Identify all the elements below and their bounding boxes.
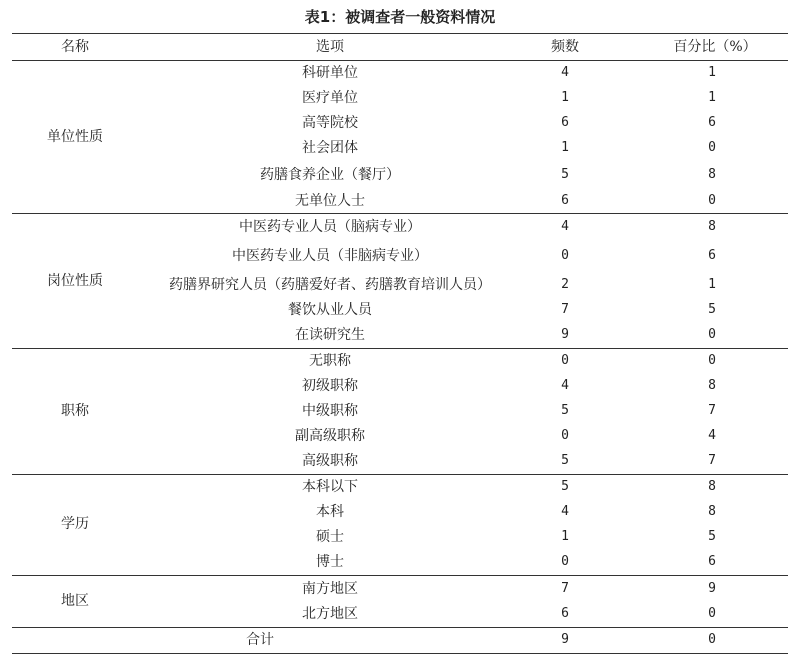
freq-cell: 2	[561, 277, 569, 292]
pct-cell: 0	[708, 327, 716, 342]
freq-cell: 4	[561, 378, 569, 393]
freq-cell: 7	[561, 302, 569, 317]
freq-cell: 5	[561, 479, 569, 494]
option-cell: 硕士	[316, 529, 344, 545]
group-name: 单位性质	[47, 129, 103, 145]
option-cell: 本科以下	[302, 479, 358, 495]
rule-group	[12, 474, 788, 475]
freq-cell: 5	[561, 403, 569, 418]
pct-cell: 0	[708, 193, 716, 208]
option-cell: 高等院校	[302, 115, 358, 131]
freq-cell: 4	[561, 219, 569, 234]
rule-top	[12, 33, 788, 34]
rule-header	[12, 60, 788, 61]
option-cell: 高级职称	[302, 453, 358, 469]
freq-cell: 1	[561, 90, 569, 105]
freq-cell: 0	[561, 554, 569, 569]
pct-cell: 1	[708, 277, 716, 292]
option-cell: 本科	[316, 504, 344, 520]
freq-cell: 1	[561, 529, 569, 544]
option-cell: 医疗单位	[302, 90, 358, 106]
pct-cell: 5	[708, 529, 716, 544]
header-name: 名称	[61, 39, 89, 55]
option-cell: 副高级职称	[295, 428, 365, 444]
freq-cell: 4	[561, 504, 569, 519]
pct-cell: 1	[708, 90, 716, 105]
freq-cell: 6	[561, 115, 569, 130]
table-title: 表1：被调查者一般资料情况	[304, 8, 496, 26]
pct-cell: 0	[708, 606, 716, 621]
group-name: 地区	[61, 593, 89, 609]
header-pct: 百分比（%）	[673, 39, 757, 55]
freq-cell: 4	[561, 65, 569, 80]
header-option: 选项	[316, 39, 344, 55]
pct-cell: 6	[708, 115, 716, 130]
option-cell: 中医药专业人员（脑病专业）	[239, 219, 421, 235]
freq-cell: 5	[561, 453, 569, 468]
group-name: 岗位性质	[47, 273, 103, 289]
pct-cell: 8	[708, 378, 716, 393]
option-cell: 北方地区	[302, 606, 358, 622]
option-cell: 在读研究生	[295, 327, 365, 343]
total-pct: 0	[708, 632, 716, 647]
option-cell: 药膳界研究人员（药膳爱好者、药膳教育培训人员）	[169, 277, 491, 293]
freq-cell: 0	[561, 353, 569, 368]
option-cell: 博士	[316, 554, 344, 570]
option-cell: 中级职称	[302, 403, 358, 419]
option-cell: 无单位人士	[295, 193, 365, 209]
rule-bottom	[12, 653, 788, 654]
header-freq: 频数	[551, 39, 579, 55]
total-freq: 9	[561, 632, 569, 647]
pct-cell: 0	[708, 140, 716, 155]
freq-cell: 7	[561, 581, 569, 596]
freq-cell: 9	[561, 327, 569, 342]
freq-cell: 6	[561, 606, 569, 621]
option-cell: 科研单位	[302, 65, 358, 81]
option-cell: 初级职称	[302, 378, 358, 394]
pct-cell: 8	[708, 479, 716, 494]
option-cell: 南方地区	[302, 581, 358, 597]
total-label: 合计	[246, 632, 274, 648]
freq-cell: 0	[561, 248, 569, 263]
freq-cell: 6	[561, 193, 569, 208]
freq-cell: 5	[561, 167, 569, 182]
pct-cell: 4	[708, 428, 716, 443]
pct-cell: 6	[708, 554, 716, 569]
pct-cell: 8	[708, 219, 716, 234]
option-cell: 餐饮从业人员	[288, 302, 372, 318]
pct-cell: 8	[708, 504, 716, 519]
option-cell: 无职称	[309, 353, 351, 369]
pct-cell: 9	[708, 581, 716, 596]
option-cell: 药膳食养企业（餐厅）	[260, 167, 400, 183]
pct-cell: 7	[708, 453, 716, 468]
pct-cell: 1	[708, 65, 716, 80]
rule-group	[12, 627, 788, 628]
pct-cell: 8	[708, 167, 716, 182]
freq-cell: 0	[561, 428, 569, 443]
rule-group	[12, 213, 788, 214]
pct-cell: 6	[708, 248, 716, 263]
pct-cell: 7	[708, 403, 716, 418]
pct-cell: 0	[708, 353, 716, 368]
rule-group	[12, 575, 788, 576]
group-name: 学历	[61, 516, 89, 532]
pct-cell: 5	[708, 302, 716, 317]
freq-cell: 1	[561, 140, 569, 155]
option-cell: 社会团体	[302, 140, 358, 156]
option-cell: 中医药专业人员（非脑病专业）	[232, 248, 428, 264]
group-name: 职称	[61, 403, 89, 419]
rule-group	[12, 348, 788, 349]
